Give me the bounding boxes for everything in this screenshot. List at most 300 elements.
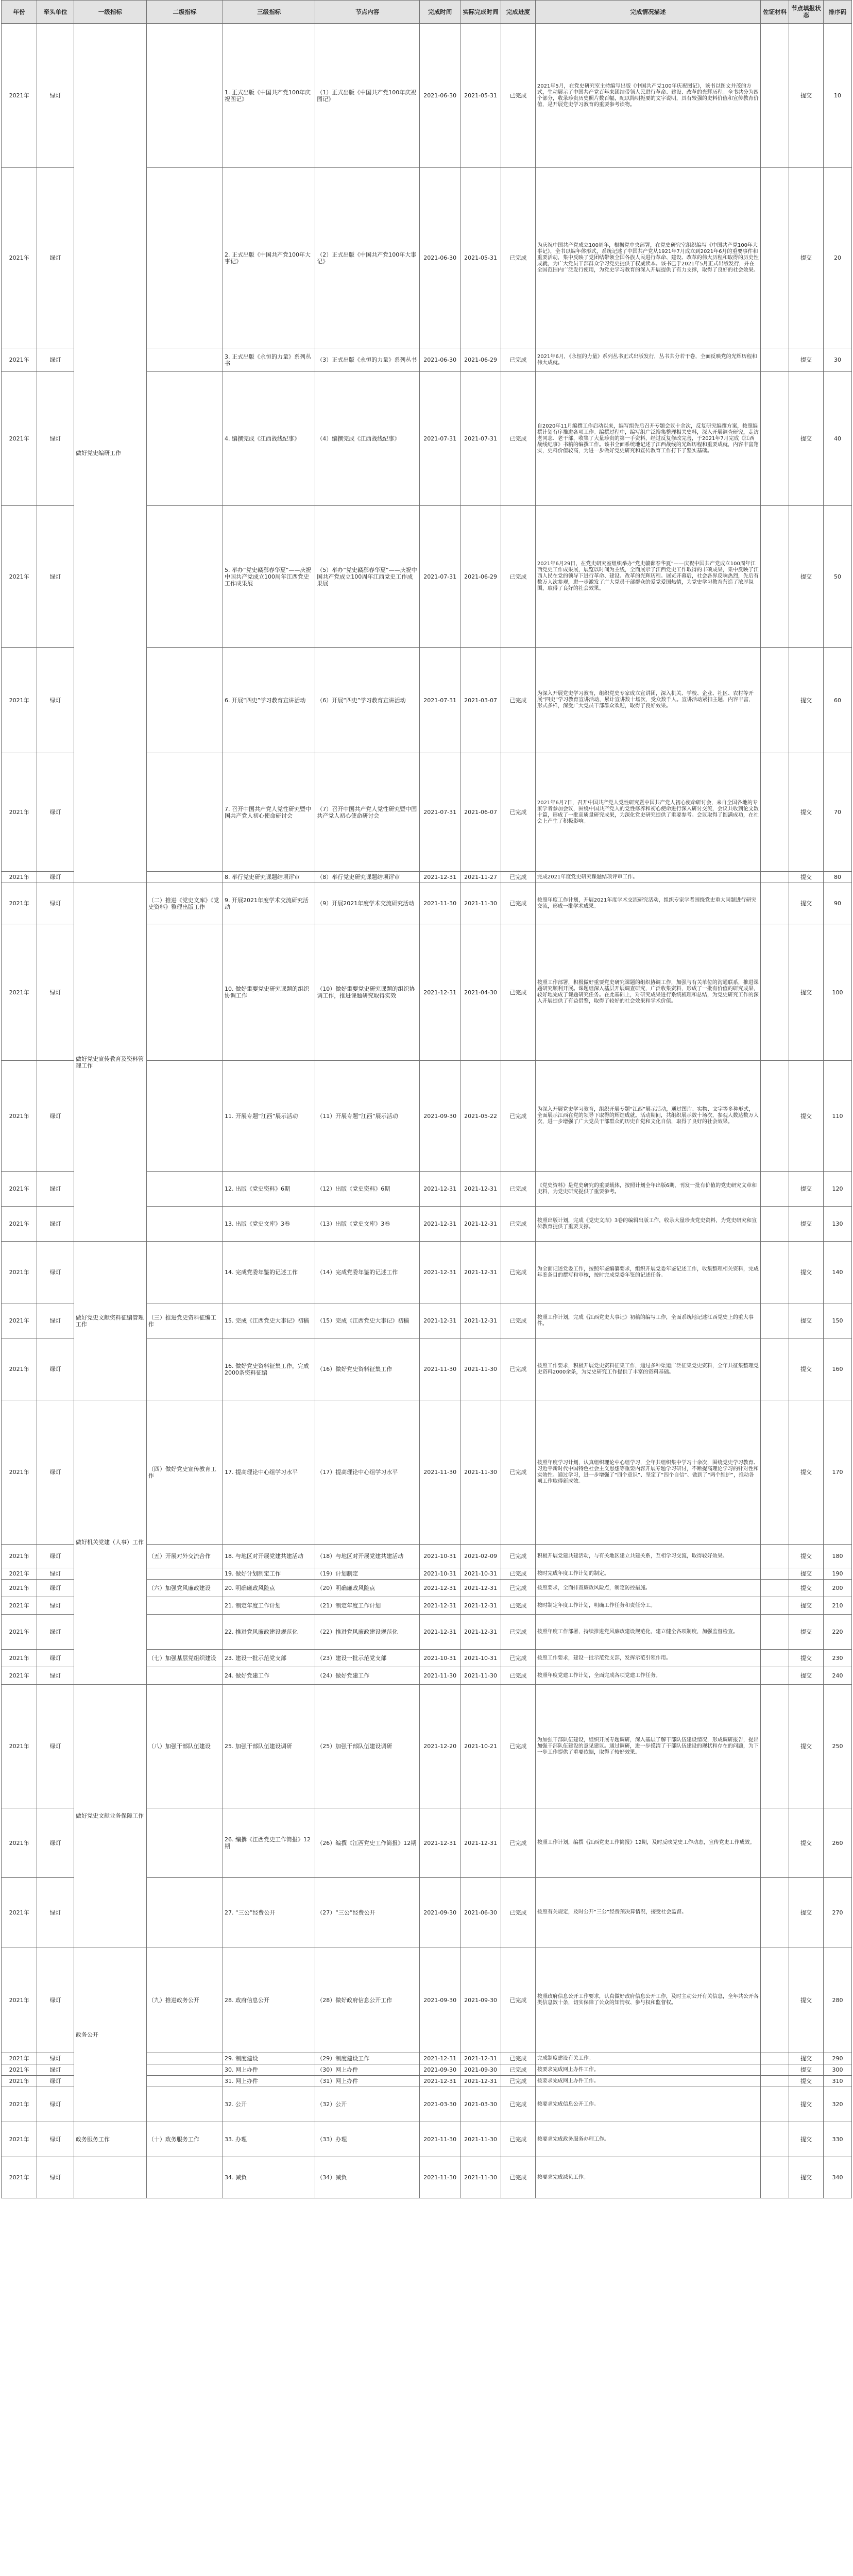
cell-description: 按要求完成信息公开工作。	[535, 2087, 760, 2122]
cell-lead-unit: 绿灯	[37, 1242, 74, 1303]
cell-progress: 已完成	[501, 1878, 535, 1947]
cell-evidence	[761, 1878, 789, 1947]
cell-sort: 120	[823, 1172, 851, 1207]
cell-year: 2021年	[2, 648, 37, 753]
cell-year: 2021年	[2, 1580, 37, 1597]
cell-sort: 160	[823, 1338, 851, 1400]
table-header-row	[2, 1, 852, 24]
cell-level3: 29. 制度建设	[223, 2053, 315, 2064]
cell-progress: 已完成	[501, 2122, 535, 2157]
cell-level2	[146, 753, 223, 872]
cell-fill-status: 提交	[789, 1400, 824, 1545]
cell-progress: 已完成	[501, 1650, 535, 1667]
cell-lead-unit: 绿灯	[37, 883, 74, 924]
cell-due: 2021-12-31	[420, 1615, 460, 1650]
cell-node: （24）做好党建工作	[315, 1667, 420, 1685]
cell-actual: 2021-06-30	[460, 1878, 501, 1947]
cell-due: 2021-10-31	[420, 1568, 460, 1580]
cell-fill-status: 提交	[789, 1545, 824, 1568]
cell-node: （17）提高理论中心组学习水平	[315, 1400, 420, 1545]
cell-node: （6）开展“四史”学习教育宣讲活动	[315, 648, 420, 753]
cell-description: 积极开展党建共建活动，与有关地区建立共建关系，互相学习交流，取得较好效果。	[535, 1545, 760, 1568]
cell-due: 2021-12-31	[420, 1172, 460, 1207]
cell-due: 2021-11-30	[420, 2122, 460, 2157]
cell-level2	[146, 1172, 223, 1207]
cell-level3: 19. 做好计划制定工作	[223, 1568, 315, 1580]
cell-year: 2021年	[2, 1685, 37, 1808]
cell-lead-unit: 绿灯	[37, 1597, 74, 1615]
cell-level1: 做好党史宣传教育及资料管理工作	[74, 883, 146, 1242]
cell-fill-status: 提交	[789, 1303, 824, 1338]
cell-evidence	[761, 1597, 789, 1615]
table-row	[2, 1242, 852, 1303]
cell-evidence	[761, 348, 789, 372]
cell-due: 2021-11-30	[420, 1338, 460, 1400]
cell-fill-status: 提交	[789, 753, 824, 872]
cell-progress: 已完成	[501, 1685, 535, 1808]
cell-level2	[146, 2076, 223, 2087]
cell-evidence	[761, 1400, 789, 1545]
cell-node: （28）做好政府信息公开工作	[315, 1947, 420, 2053]
cell-level2: （八）加强干部队伍建设	[146, 1685, 223, 1808]
cell-description: 按照出版计划，完成《党史文库》3卷的编辑出版工作，收录大量珍贵党史资料，为党史研究和宣传教育提供了重要支撑。	[535, 1207, 760, 1242]
cell-sort: 110	[823, 1061, 851, 1172]
cell-evidence	[761, 2087, 789, 2122]
cell-progress: 已完成	[501, 24, 535, 168]
cell-fill-status: 提交	[789, 1947, 824, 2053]
cell-actual: 2021-12-31	[460, 1172, 501, 1207]
cell-level3: 13. 出版《党史文库》3卷	[223, 1207, 315, 1242]
work-progress-table	[1, 0, 852, 2198]
cell-progress: 已完成	[501, 1568, 535, 1580]
cell-description: 2021年5月，在党史研究室主持编写出版《中国共产党100年庆祝图记》，该书以图文并茂的方式，生动展示了中国共产党百年来团结带领人民进行革命、建设、改革的光辉历程。全书共分为四个部分，收录珍贵历史照片数百幅，配以简明扼要的文字说明，具有较强的史料价值和宣传教育价值，是开展党史学习教育的重要参考读物。	[535, 24, 760, 168]
cell-description: 2021年6月，《永恒的力量》系列丛书正式出版发行，丛书共分若干卷，全面反映党的光辉历程和伟大成就。	[535, 348, 760, 372]
cell-description: 按要求完成网上办件工作。	[535, 2064, 760, 2076]
cell-lead-unit: 绿灯	[37, 2157, 74, 2198]
cell-description: 《党史资料》是党史研究的重要载体，按照计划全年出版6期，刊发一批有价值的党史研究文章和史料，为党史研究提供了重要参考。	[535, 1172, 760, 1207]
cell-description: 按照年度工作计划，开展2021年度学术交流研究活动，组织专家学者围绕党史重大问题进行研究交流，形成一批学术成果。	[535, 883, 760, 924]
cell-progress: 已完成	[501, 872, 535, 883]
cell-level3: 20. 明确廉政风险点	[223, 1580, 315, 1597]
cell-description: 按要求完成网上办件工作。	[535, 2076, 760, 2087]
cell-progress: 已完成	[501, 1061, 535, 1172]
cell-year: 2021年	[2, 2076, 37, 2087]
header-due: 完成时间	[420, 1, 460, 24]
cell-description: 2021年6月29日，在党史研究室组织举办“党史赣鄱春华夏”——庆祝中国共产党成立100周年江西党史工作成果展，展览以时间为主线，全面展示了江西党史工作取得的丰硕成果，集中反映了江西人民在党的领导下进行革命、建设、改革的光辉历程。展览开幕后，社会各界反响热烈，先后有数万人次参观，进一步激发了广大党员干部群众的爱党爱国热情，为党史学习教育营造了浓厚氛围，取得了良好的社会效果。	[535, 506, 760, 648]
cell-evidence	[761, 1808, 789, 1878]
cell-description: 按照政府信息公开工作要求，认真做好政府信息公开工作，及时主动公开有关信息，全年共公开各类信息数十条，切实保障了公众的知情权、参与权和监督权。	[535, 1947, 760, 2053]
cell-progress: 已完成	[501, 753, 535, 872]
cell-progress: 已完成	[501, 2053, 535, 2064]
cell-level3: 4. 编撰完成《江西战线纪事》	[223, 372, 315, 506]
cell-level3: 26. 编撰《江西党史工作简报》12期	[223, 1808, 315, 1878]
cell-due: 2021-12-31	[420, 2053, 460, 2064]
cell-due: 2021-12-20	[420, 1685, 460, 1808]
cell-actual: 2021-12-31	[460, 2076, 501, 2087]
cell-level2: （七）加强基层党组织建设	[146, 1650, 223, 1667]
cell-level3: 5. 举办“党史赣鄱春华夏”——庆祝中国共产党成立100周年江西党史工作成果展	[223, 506, 315, 648]
header-fill-status: 节点填报状态	[789, 1, 824, 24]
cell-year: 2021年	[2, 2157, 37, 2198]
cell-node: （15）完成《江西党史大事记》初稿	[315, 1303, 420, 1338]
cell-level3: 18. 与地区对开展党建共建活动	[223, 1545, 315, 1568]
cell-due: 2021-03-30	[420, 2087, 460, 2122]
cell-node: （19）计划制定	[315, 1568, 420, 1580]
cell-evidence	[761, 2064, 789, 2076]
cell-lead-unit: 绿灯	[37, 1207, 74, 1242]
cell-actual: 2021-11-30	[460, 883, 501, 924]
cell-evidence	[761, 1947, 789, 2053]
cell-year: 2021年	[2, 1667, 37, 1685]
cell-description: 按照年度党建工作计划，全面完成各项党建工作任务。	[535, 1667, 760, 1685]
header-description: 完成情况描述	[535, 1, 760, 24]
cell-fill-status: 提交	[789, 1580, 824, 1597]
cell-progress: 已完成	[501, 506, 535, 648]
cell-lead-unit: 绿灯	[37, 2064, 74, 2076]
cell-progress: 已完成	[501, 883, 535, 924]
cell-progress: 已完成	[501, 648, 535, 753]
cell-level2	[146, 2157, 223, 2198]
cell-description: 按照工作计划，编撰《江西党史工作简报》12期，及时反映党史工作动态，宣传党史工作成效。	[535, 1808, 760, 1878]
cell-level2	[146, 1615, 223, 1650]
cell-progress: 已完成	[501, 168, 535, 348]
cell-level3: 30. 网上办件	[223, 2064, 315, 2076]
cell-description: 按照要求，全面排查廉政风险点，制定防控措施。	[535, 1580, 760, 1597]
cell-actual: 2021-12-31	[460, 1597, 501, 1615]
cell-year: 2021年	[2, 1597, 37, 1615]
cell-node: （9）开展2021年度学术交流研究活动	[315, 883, 420, 924]
cell-level3: 32. 公开	[223, 2087, 315, 2122]
header-level3: 三级指标	[223, 1, 315, 24]
cell-level1: 做好机关党建（人事）工作	[74, 1400, 146, 1685]
cell-level2	[146, 1242, 223, 1303]
cell-node: （10）做好重要党史研究课题的组织协调工作，推进课题研究取得实效	[315, 924, 420, 1061]
cell-node: （20）明确廉政风险点	[315, 1580, 420, 1597]
cell-sort: 240	[823, 1667, 851, 1685]
cell-due: 2021-07-31	[420, 506, 460, 648]
cell-level2	[146, 168, 223, 348]
cell-evidence	[761, 1685, 789, 1808]
cell-evidence	[761, 2076, 789, 2087]
cell-actual: 2021-02-09	[460, 1545, 501, 1568]
cell-fill-status: 提交	[789, 1685, 824, 1808]
cell-progress: 已完成	[501, 1947, 535, 2053]
cell-level1: 做好党史文献资料征编管理工作	[74, 1242, 146, 1400]
cell-lead-unit: 绿灯	[37, 1061, 74, 1172]
cell-fill-status: 提交	[789, 372, 824, 506]
cell-progress: 已完成	[501, 2087, 535, 2122]
cell-sort: 10	[823, 24, 851, 168]
cell-description: 按照年度学习计划，认真组织理论中心组学习，全年共组织集中学习十余次，围绕党史学习教育、习近平新时代中国特色社会主义思想等重要内容开展专题学习研讨，不断提高理论学习的针对性和实效性。通过学习，进一步增强了“四个意识”、坚定了“四个自信”、做到了“两个维护”，推动各项工作取得新成效。	[535, 1400, 760, 1545]
cell-fill-status: 提交	[789, 872, 824, 883]
cell-evidence	[761, 506, 789, 648]
cell-lead-unit: 绿灯	[37, 1172, 74, 1207]
cell-actual: 2021-05-22	[460, 1061, 501, 1172]
cell-description: 为深入开展党史学习教育，组织开展专题“江西”展示活动，通过图片、实物、文字等多种形式，全面展示江西在党的领导下取得的辉煌成就。活动期间，共组织展示数十场次，参观人数达数万人次，进一步增强了广大党员干部群众的历史自觉和文化自信，取得了良好的社会效果。	[535, 1061, 760, 1172]
cell-due: 2021-07-31	[420, 648, 460, 753]
cell-level1: 政务公开	[74, 1947, 146, 2122]
cell-level3: 7. 召开中国共产党人党性研究暨中国共产党人初心使命研讨会	[223, 753, 315, 872]
cell-actual: 2021-06-07	[460, 753, 501, 872]
cell-year: 2021年	[2, 1545, 37, 1568]
cell-level2	[146, 1808, 223, 1878]
cell-lead-unit: 绿灯	[37, 2076, 74, 2087]
cell-lead-unit: 绿灯	[37, 1545, 74, 1568]
cell-sort: 340	[823, 2157, 851, 2198]
cell-actual: 2021-06-29	[460, 348, 501, 372]
cell-year: 2021年	[2, 2053, 37, 2064]
cell-lead-unit: 绿灯	[37, 2053, 74, 2064]
cell-year: 2021年	[2, 2087, 37, 2122]
cell-level3: 6. 开展“四史”学习教育宣讲活动	[223, 648, 315, 753]
cell-due: 2021-12-31	[420, 1808, 460, 1878]
cell-node: （5）举办“党史赣鄱春华夏”——庆祝中国共产党成立100周年江西党史工作成果展	[315, 506, 420, 648]
cell-level2	[146, 1338, 223, 1400]
cell-actual: 2021-04-30	[460, 924, 501, 1061]
cell-actual: 2021-11-30	[460, 2122, 501, 2157]
cell-lead-unit: 绿灯	[37, 1580, 74, 1597]
cell-actual: 2021-10-31	[460, 1650, 501, 1667]
cell-lead-unit: 绿灯	[37, 1338, 74, 1400]
cell-fill-status: 提交	[789, 1061, 824, 1172]
cell-level3: 11. 开展专题“江西”展示活动	[223, 1061, 315, 1172]
cell-level2	[146, 1878, 223, 1947]
cell-fill-status: 提交	[789, 348, 824, 372]
cell-description: 为庆祝中国共产党成立100周年，根据党中央部署，在党史研究室组织编写《中国共产党100年大事记》，全书以编年体形式，系统记述了中国共产党从1921年7月成立到2021年6月的重要事件和重要活动，集中反映了党团结带领全国各族人民进行革命、建设、改革的伟大历程和取得的历史性成就，为广大党员干部群众学习党史提供了权威读本。该书已于2021年5月正式出版发行，并在全国范围内广泛发行使用，为党史学习教育的深入开展提供了有力支撑，取得了良好的社会效果。	[535, 168, 760, 348]
cell-level3: 25. 加强干部队伍建设调研	[223, 1685, 315, 1808]
cell-evidence	[761, 1545, 789, 1568]
cell-sort: 20	[823, 168, 851, 348]
cell-progress: 已完成	[501, 372, 535, 506]
cell-due: 2021-12-31	[420, 1242, 460, 1303]
cell-description: 按照有关规定，及时公开“三公”经费预决算情况，接受社会监督。	[535, 1878, 760, 1947]
cell-level2	[146, 872, 223, 883]
cell-fill-status: 提交	[789, 1207, 824, 1242]
cell-year: 2021年	[2, 168, 37, 348]
cell-fill-status: 提交	[789, 2076, 824, 2087]
cell-evidence	[761, 1615, 789, 1650]
cell-level3: 33. 办理	[223, 2122, 315, 2157]
cell-level3: 16. 做好党史资料征集工作，完成2000条资料征编	[223, 1338, 315, 1400]
cell-fill-status: 提交	[789, 2157, 824, 2198]
cell-actual: 2021-11-30	[460, 1338, 501, 1400]
cell-lead-unit: 绿灯	[37, 1685, 74, 1808]
cell-sort: 320	[823, 2087, 851, 2122]
cell-year: 2021年	[2, 1400, 37, 1545]
table-row	[2, 24, 852, 168]
cell-fill-status: 提交	[789, 2087, 824, 2122]
cell-year: 2021年	[2, 1808, 37, 1878]
cell-node: （18）与地区对开展党建共建活动	[315, 1545, 420, 1568]
cell-evidence	[761, 1242, 789, 1303]
cell-actual: 2021-05-31	[460, 24, 501, 168]
cell-node: （32）公开	[315, 2087, 420, 2122]
cell-evidence	[761, 1667, 789, 1685]
cell-due: 2021-06-30	[420, 168, 460, 348]
cell-fill-status: 提交	[789, 1172, 824, 1207]
cell-level2	[146, 1207, 223, 1242]
cell-level3: 12. 出版《党史资料》6期	[223, 1172, 315, 1207]
cell-progress: 已完成	[501, 1207, 535, 1242]
cell-node: （8）举行党史研究课题结项评审	[315, 872, 420, 883]
cell-fill-status: 提交	[789, 924, 824, 1061]
cell-lead-unit: 绿灯	[37, 1878, 74, 1947]
cell-description: 按时完成年度工作计划的制定。	[535, 1568, 760, 1580]
cell-evidence	[761, 648, 789, 753]
cell-node: （29）制度建设工作	[315, 2053, 420, 2064]
cell-sort: 260	[823, 1808, 851, 1878]
cell-level2	[146, 2087, 223, 2122]
cell-node: （14）完成党委年鉴的记述工作	[315, 1242, 420, 1303]
cell-progress: 已完成	[501, 1400, 535, 1545]
cell-level2	[146, 372, 223, 506]
cell-sort: 100	[823, 924, 851, 1061]
cell-evidence	[761, 1172, 789, 1207]
cell-actual: 2021-09-30	[460, 1947, 501, 2053]
cell-level2	[146, 1061, 223, 1172]
cell-lead-unit: 绿灯	[37, 168, 74, 348]
cell-year: 2021年	[2, 1615, 37, 1650]
cell-sort: 280	[823, 1947, 851, 2053]
cell-level3: 24. 做好党建工作	[223, 1667, 315, 1685]
cell-sort: 270	[823, 1878, 851, 1947]
cell-due: 2021-12-31	[420, 1303, 460, 1338]
cell-year: 2021年	[2, 372, 37, 506]
cell-sort: 140	[823, 1242, 851, 1303]
cell-evidence	[761, 372, 789, 506]
cell-node: （33）办理	[315, 2122, 420, 2157]
cell-actual: 2021-12-31	[460, 1303, 501, 1338]
cell-lead-unit: 绿灯	[37, 506, 74, 648]
cell-fill-status: 提交	[789, 2122, 824, 2157]
cell-actual: 2021-12-31	[460, 2053, 501, 2064]
cell-sort: 180	[823, 1545, 851, 1568]
cell-sort: 250	[823, 1685, 851, 1808]
cell-evidence	[761, 753, 789, 872]
cell-year: 2021年	[2, 872, 37, 883]
cell-node: （2）正式出版《中国共产党100年大事记》	[315, 168, 420, 348]
cell-due: 2021-12-31	[420, 1597, 460, 1615]
cell-actual: 2021-06-29	[460, 506, 501, 648]
cell-sort: 190	[823, 1568, 851, 1580]
cell-node: （7）召开中国共产党人党性研究暨中国共产党人初心使命研讨会	[315, 753, 420, 872]
cell-actual: 2021-10-31	[460, 1568, 501, 1580]
cell-level2: （三）推进党史资料征编工作	[146, 1303, 223, 1338]
cell-year: 2021年	[2, 1568, 37, 1580]
cell-level3: 28. 政府信息公开	[223, 1947, 315, 2053]
cell-year: 2021年	[2, 1172, 37, 1207]
cell-actual: 2021-03-30	[460, 2087, 501, 2122]
cell-actual: 2021-12-31	[460, 1808, 501, 1878]
cell-actual: 2021-11-27	[460, 872, 501, 883]
cell-fill-status: 提交	[789, 2053, 824, 2064]
cell-lead-unit: 绿灯	[37, 1947, 74, 2053]
cell-due: 2021-09-30	[420, 1061, 460, 1172]
cell-year: 2021年	[2, 1207, 37, 1242]
cell-description: 为深入开展党史学习教育，组织党史专家成立宣讲团，深入机关、学校、企业、社区、农村等开展“四史”学习教育宣讲活动，累计宣讲数十场次，受众数千人。宣讲活动紧扣主题，内容丰富，形式多样，深受广大党员干部群众欢迎，取得了良好效果。	[535, 648, 760, 753]
cell-due: 2021-09-30	[420, 1878, 460, 1947]
cell-description: 为加强干部队伍建设，组织开展专题调研，深入基层了解干部队伍建设情况，形成调研报告，提出加强干部队伍建设的意见建议。通过调研，进一步摸清了干部队伍建设的现状和存在的问题，为下一步工作提供了重要依据，取得了较好效果。	[535, 1685, 760, 1808]
cell-progress: 已完成	[501, 1242, 535, 1303]
cell-actual: 2021-07-31	[460, 372, 501, 506]
cell-level3: 21. 制定年度工作计划	[223, 1597, 315, 1615]
cell-level3: 8. 举行党史研究课题结项评审	[223, 872, 315, 883]
cell-node: （22）推进党风廉政建设规范化	[315, 1615, 420, 1650]
cell-node: （13）出版《党史文库》3卷	[315, 1207, 420, 1242]
cell-progress: 已完成	[501, 1808, 535, 1878]
cell-evidence	[761, 1580, 789, 1597]
cell-year: 2021年	[2, 2122, 37, 2157]
cell-level2: （二）推进《党史文库》《党史资料》整理出版工作	[146, 883, 223, 924]
cell-description: 按照工作要求，建设一批示范党支部，发挥示范引领作用。	[535, 1650, 760, 1667]
cell-due: 2021-10-31	[420, 1650, 460, 1667]
cell-lead-unit: 绿灯	[37, 872, 74, 883]
cell-evidence	[761, 2157, 789, 2198]
cell-year: 2021年	[2, 753, 37, 872]
cell-actual: 2021-12-31	[460, 1207, 501, 1242]
cell-sort: 330	[823, 2122, 851, 2157]
cell-sort: 50	[823, 506, 851, 648]
cell-progress: 已完成	[501, 1580, 535, 1597]
cell-fill-status: 提交	[789, 1878, 824, 1947]
cell-level3: 22. 推进党风廉政建设规范化	[223, 1615, 315, 1650]
table-row	[2, 2122, 852, 2157]
header-progress: 完成进度	[501, 1, 535, 24]
cell-level3: 2. 正式出版《中国共产党100年大事记》	[223, 168, 315, 348]
cell-year: 2021年	[2, 24, 37, 168]
cell-due: 2021-07-31	[420, 372, 460, 506]
cell-node: （1）正式出版《中国共产党100年庆祝图记》	[315, 24, 420, 168]
cell-sort: 60	[823, 648, 851, 753]
cell-fill-status: 提交	[789, 506, 824, 648]
cell-node: （34）减负	[315, 2157, 420, 2198]
cell-fill-status: 提交	[789, 1338, 824, 1400]
cell-level3: 27. “三公”经费公开	[223, 1878, 315, 1947]
cell-year: 2021年	[2, 506, 37, 648]
cell-level2	[146, 506, 223, 648]
cell-due: 2021-12-31	[420, 1580, 460, 1597]
cell-evidence	[761, 883, 789, 924]
cell-due: 2021-09-30	[420, 2064, 460, 2076]
cell-level2	[146, 2064, 223, 2076]
cell-node: （4）编撰完成《江西战线纪事》	[315, 372, 420, 506]
cell-progress: 已完成	[501, 1615, 535, 1650]
cell-year: 2021年	[2, 1242, 37, 1303]
cell-node: （21）制定年度工作计划	[315, 1597, 420, 1615]
cell-description: 按照工作计划，完成《江西党史大事记》初稿的编写工作，全面系统地记述江西党史上的重大事件。	[535, 1303, 760, 1338]
cell-due: 2021-09-30	[420, 1947, 460, 2053]
cell-fill-status: 提交	[789, 1808, 824, 1878]
cell-actual: 2021-11-30	[460, 1400, 501, 1545]
cell-lead-unit: 绿灯	[37, 1667, 74, 1685]
cell-fill-status: 提交	[789, 1242, 824, 1303]
cell-node: （12）出版《党史资料》6期	[315, 1172, 420, 1207]
cell-year: 2021年	[2, 1061, 37, 1172]
cell-sort: 310	[823, 2076, 851, 2087]
cell-sort: 220	[823, 1615, 851, 1650]
cell-due: 2021-12-31	[420, 2076, 460, 2087]
cell-level3: 3. 正式出版《永恒的力量》系列丛书	[223, 348, 315, 372]
cell-lead-unit: 绿灯	[37, 1400, 74, 1545]
cell-evidence	[761, 1650, 789, 1667]
table-row	[2, 1685, 852, 1808]
table-body	[2, 24, 852, 2198]
cell-actual: 2021-12-31	[460, 1615, 501, 1650]
cell-lead-unit: 绿灯	[37, 1650, 74, 1667]
cell-actual: 2021-12-31	[460, 1580, 501, 1597]
header-level1: 一级指标	[74, 1, 146, 24]
cell-description: 自2020年11月编撰工作启动以来，编写组先后召开专题会议十余次，反复研究编撰方案，按照编撰计划有序推进各项工作。编撰过程中，编写组广泛搜集整理相关史料，深入开展调查研究，走访老同志、老干部，收集了大量珍贵的第一手资料，经过反复修改完善，于2021年7月完成《江西战线纪事》书稿的编撰工作。该书全面系统地记述了江西战线的光辉历程和重要成就，内容丰富翔实，史料价值较高，为进一步做好党史研究和宣传教育工作打下了坚实基础。	[535, 372, 760, 506]
